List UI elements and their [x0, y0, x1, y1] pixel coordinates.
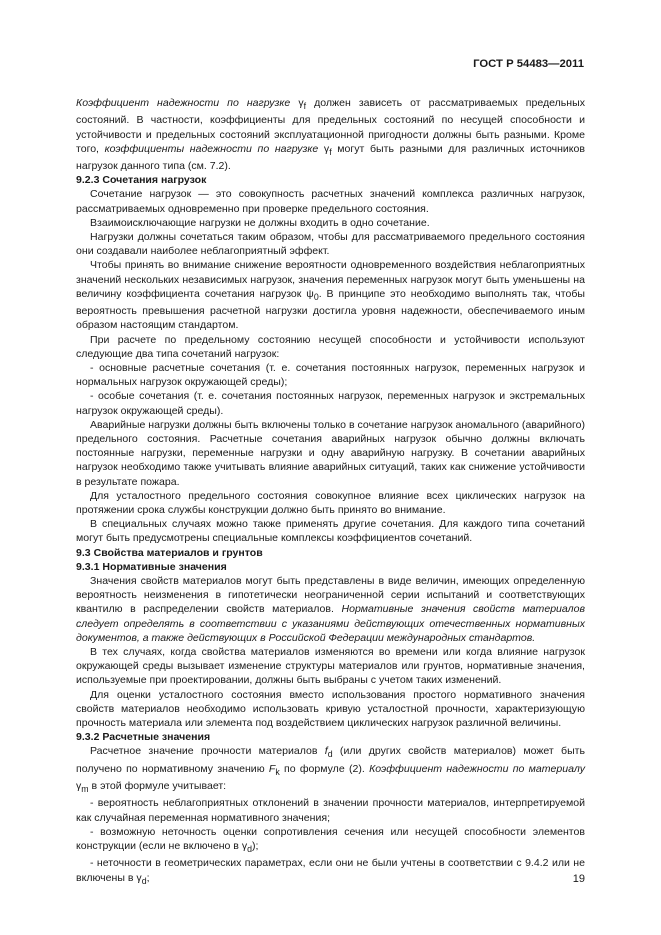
heading-9-3-2: 9.3.2 Расчетные значения: [76, 731, 211, 744]
paragraph: В специальных случаях можно также применять другие сочетания. Для каждого типа сочетаний могут быть предусмотрены специальные комплексы коэффициентов сочетаний.: [76, 518, 585, 545]
paragraph: Коэффициент надежности по нагрузке $\gamma_f$ должен зависеть от рассматриваемых предельных состояний. В частности, коэффициенты для предельных состояний по несущей способности и устойчивости и предельных состояний эксплуатационной пригодности должны быть разными. Кроме того, коэффициенты надежности по нагрузке $\gamma_f$ могут быть разными для различных источников нагрузок данного типа (см. 7.2).: [76, 97, 586, 173]
paragraph: Чтобы принять во внимание снижение вероятности одновременного воздействия неблагоприятных значений нескольких независимых нагрузок, значения переменных нагрузок могут быть уменьшены на величину коэффициента сочетания нагрузок $\psi_0$. В принципе это необходимо выполнять так, чтобы вероятность превышения расчетной нагрузки достигла уровня надежности, обеспечиваемого иным образом настоящим стандартом.: [76, 259, 585, 332]
paragraph: Значения свойств материалов могут быть представлены в виде величин, имеющих определенную вероятность неизменения в гипотетически неограниченной серии испытаний и соответствующих квантилю в распределении свойств материалов. Нормативные значения свойств материалов следует определять в соответствии с указаниями действующих отечественных нормативных документов, а также действующих в Российской Федерации международных стандартов.: [76, 575, 585, 644]
list-item: - особые сочетания (т. е. сочетания постоянных нагрузок, переменных нагрузок и экстремальных нагрузок окружающей среды).: [76, 390, 585, 417]
page-number: 19: [572, 873, 585, 885]
paragraph: Сочетание нагрузок — это совокупность расчетных значений комплекса различных нагрузок, рассматриваемых одновременно при проверке предельного состояния.: [76, 188, 585, 215]
heading-9-2-3: 9.2.3 Сочетания нагрузок: [76, 174, 207, 187]
page-body: [76, 96, 585, 888]
heading-9-3-1: 9.3.1 Нормативные значения: [76, 560, 227, 573]
list-item: - основные расчетные сочетания (т. е. сочетания постоянных нагрузок, переменных нагрузок и нормальных нагрузок окружающей среды);: [76, 361, 585, 389]
heading-9-3: 9.3 Свойства материалов и грунтов: [76, 546, 263, 559]
paragraph: При расчете по предельному состоянию несущей способности и устойчивости используют следующие два типа сочетаний нагрузок:: [76, 333, 585, 360]
paragraph: Расчетное значение прочности материалов $f_d$ (или других свойств материалов) может быть получено по нормативному значению $F_k$ по формуле (2). Коэффициент надежности по материалу $\gamma_m$ в этой формуле учитывает:: [76, 745, 586, 795]
standard-number: ГОСТ Р 54483—2011: [473, 58, 584, 70]
paragraph: Для усталостного предельного состояния совокупное влияние всех циклических нагрузок на протяжении срока службы конструкции должно быть принято во внимание.: [76, 489, 585, 517]
paragraph: Нагрузки должны сочетаться таким образом, чтобы для рассматриваемого предельного состояния они создавали наиболее неблагоприятный эффект.: [76, 231, 585, 258]
list-item: - вероятность неблагоприятных отклонений в значении прочности материалов, интерпретируемой как случайная переменная нормативного значения;: [76, 797, 585, 824]
paragraph: Взаимоисключающие нагрузки не должны входить в одно сочетание.: [90, 216, 430, 229]
paragraph: Аварийные нагрузки должны быть включены только в сочетание нагрузок аномального (аварийного) предельного состояния. Расчетные сочетания аварийных нагрузок обычно должны включать постоянные нагрузки, переменные нагрузки и одну аварийную нагрузку. В сочетании аварийных нагрузок необходимо также учитывать влияние аварийных ситуаций, таких как снижение устойчивости в результате пожара.: [76, 418, 585, 488]
paragraph: Для оценки усталостного состояния вместо использования простого нормативного значения свойств материалов необходимо использовать кривую усталостной прочности, характеризующую прочность материала или элемента под воздействием циклических нагрузок различной величины.: [76, 688, 585, 730]
paragraph: В тех случаях, когда свойства материалов изменяются во времени или когда влияние нагрузок окружающей среды вызывает изменение структуры материалов или грунтов, нормативные значения, используемые при проектировании, должны быть выбраны с учетом таких изменений.: [76, 646, 585, 687]
list-item: - неточности в геометрических параметрах, если они не были учтены в соответствии с 9.4.2 или не включены в $\gamma_d$;: [76, 857, 585, 886]
list-item: - возможную неточность оценки сопротивления сечения или несущей способности элементов конструкции (если не включено в $\gamma_d$);: [76, 825, 585, 855]
